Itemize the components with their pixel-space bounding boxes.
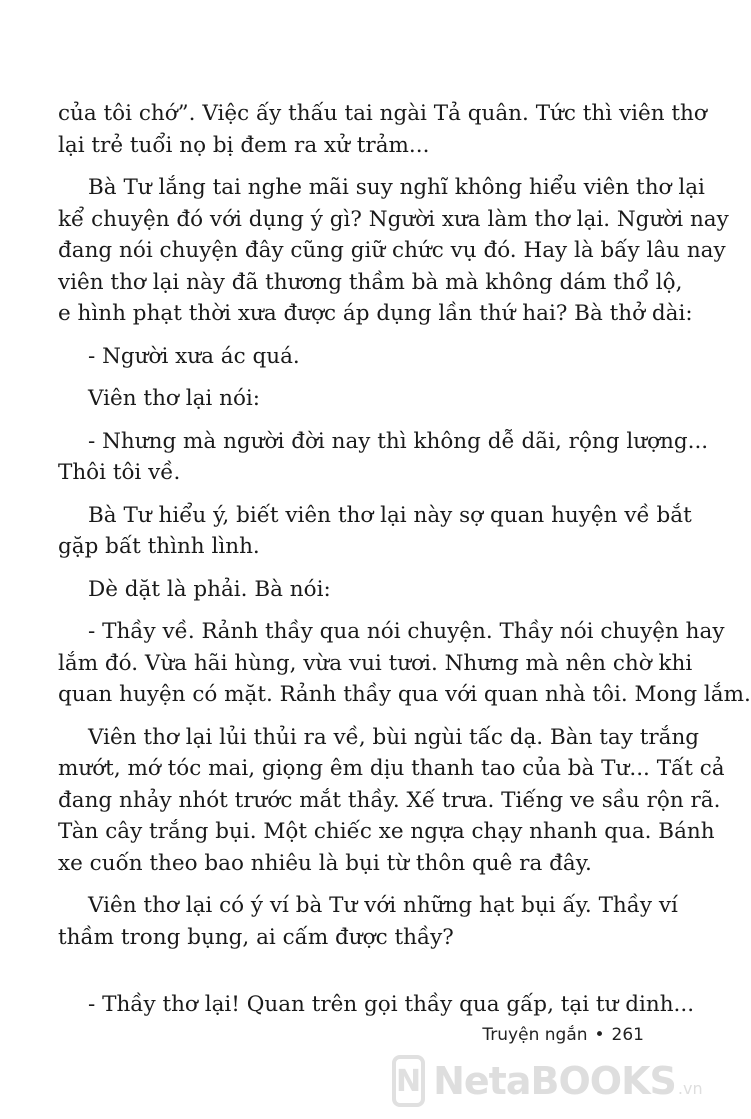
footer-bullet: • <box>594 1025 605 1045</box>
watermark <box>392 1050 703 1112</box>
text-line: - Thầy thơ lại! Quan trên gọi thầy qua gấp, tại tư dinh... <box>88 992 695 1017</box>
text-line: Dè dặt là phải. Bà nói: <box>88 576 331 602</box>
page-footer <box>482 1025 644 1045</box>
netabooks-logo-icon: N <box>392 1055 425 1107</box>
text-line: Tàn cây trắng bụi. Một chiếc xe ngựa chạy nhanh qua. Bánh <box>58 819 715 844</box>
text-line: - Nhưng mà người đời nay thì không dễ dãi, rộng lượng... <box>88 428 709 454</box>
text-line: Bà Tư lắng tai nghe mãi suy nghĩ không hiểu viên thơ lại <box>88 175 705 200</box>
text-line: e hình phạt thời xưa được áp dụng lần thứ hai? Bà thở dài: <box>58 301 693 326</box>
text-line: lắm đó. Vừa hãi hùng, vừa vui tươi. Nhưng mà nên chờ khi <box>58 650 693 676</box>
body-text <box>58 98 751 1021</box>
text-line: Viên thơ lại lủi thủi ra về, bùi ngùi tấc dạ. Bàn tay trắng <box>88 724 700 750</box>
text-line: Thôi tôi về. <box>58 460 181 485</box>
page-number: 261 <box>611 1025 644 1045</box>
text-line: gặp bất thình lình. <box>58 534 260 559</box>
text-line: viên thơ lại này đã thương thầm bà mà không dám thổ lộ, <box>58 269 683 295</box>
text-line: lại trẻ tuổi nọ bị đem ra xử trảm... <box>58 132 430 158</box>
text-line: kể chuyện đó với dụng ý gì? Người xưa làm thơ lại. Người nay <box>58 206 729 232</box>
text-line: Viên thơ lại có ý ví bà Tư với những hạt bụi ấy. Thầy ví <box>88 893 678 918</box>
text-line: quan huyện có mặt. Rảnh thầy qua với quan nhà tôi. Mong lắm. <box>58 682 751 707</box>
text-line: - Người xưa ác quá. <box>88 343 300 369</box>
text-line: thầm trong bụng, ai cấm được thầy? <box>58 924 454 950</box>
text-line: xe cuốn theo bao nhiêu là bụi từ thôn quê ra đây. <box>58 850 592 876</box>
text-line: Viên thơ lại nói: <box>88 386 261 411</box>
text-line: đang nói chuyện đây cũng giữ chức vụ đó. Hay là bấy lâu nay <box>58 238 726 263</box>
watermark-brand: NetaBOOKS .vn <box>433 1059 703 1103</box>
text-line: - Thầy về. Rảnh thầy qua nói chuyện. Thầy nói chuyện hay <box>88 619 725 644</box>
running-section-title: Truyện ngắn <box>482 1025 588 1045</box>
text-line: Bà Tư hiểu ý, biết viên thơ lại này sợ quan huyện về bắt <box>88 502 692 528</box>
text-line: của tôi chớ”. Việc ấy thấu tai ngài Tả quân. Tức thì viên thơ <box>58 101 707 126</box>
text-line: đang nhảy nhót trước mắt thầy. Xế trưa. Tiếng ve sầu rộn rã. <box>58 787 721 813</box>
text-line: mướt, mớ tóc mai, giọng êm dịu thanh tao của bà Tư... Tất cả <box>58 756 725 781</box>
